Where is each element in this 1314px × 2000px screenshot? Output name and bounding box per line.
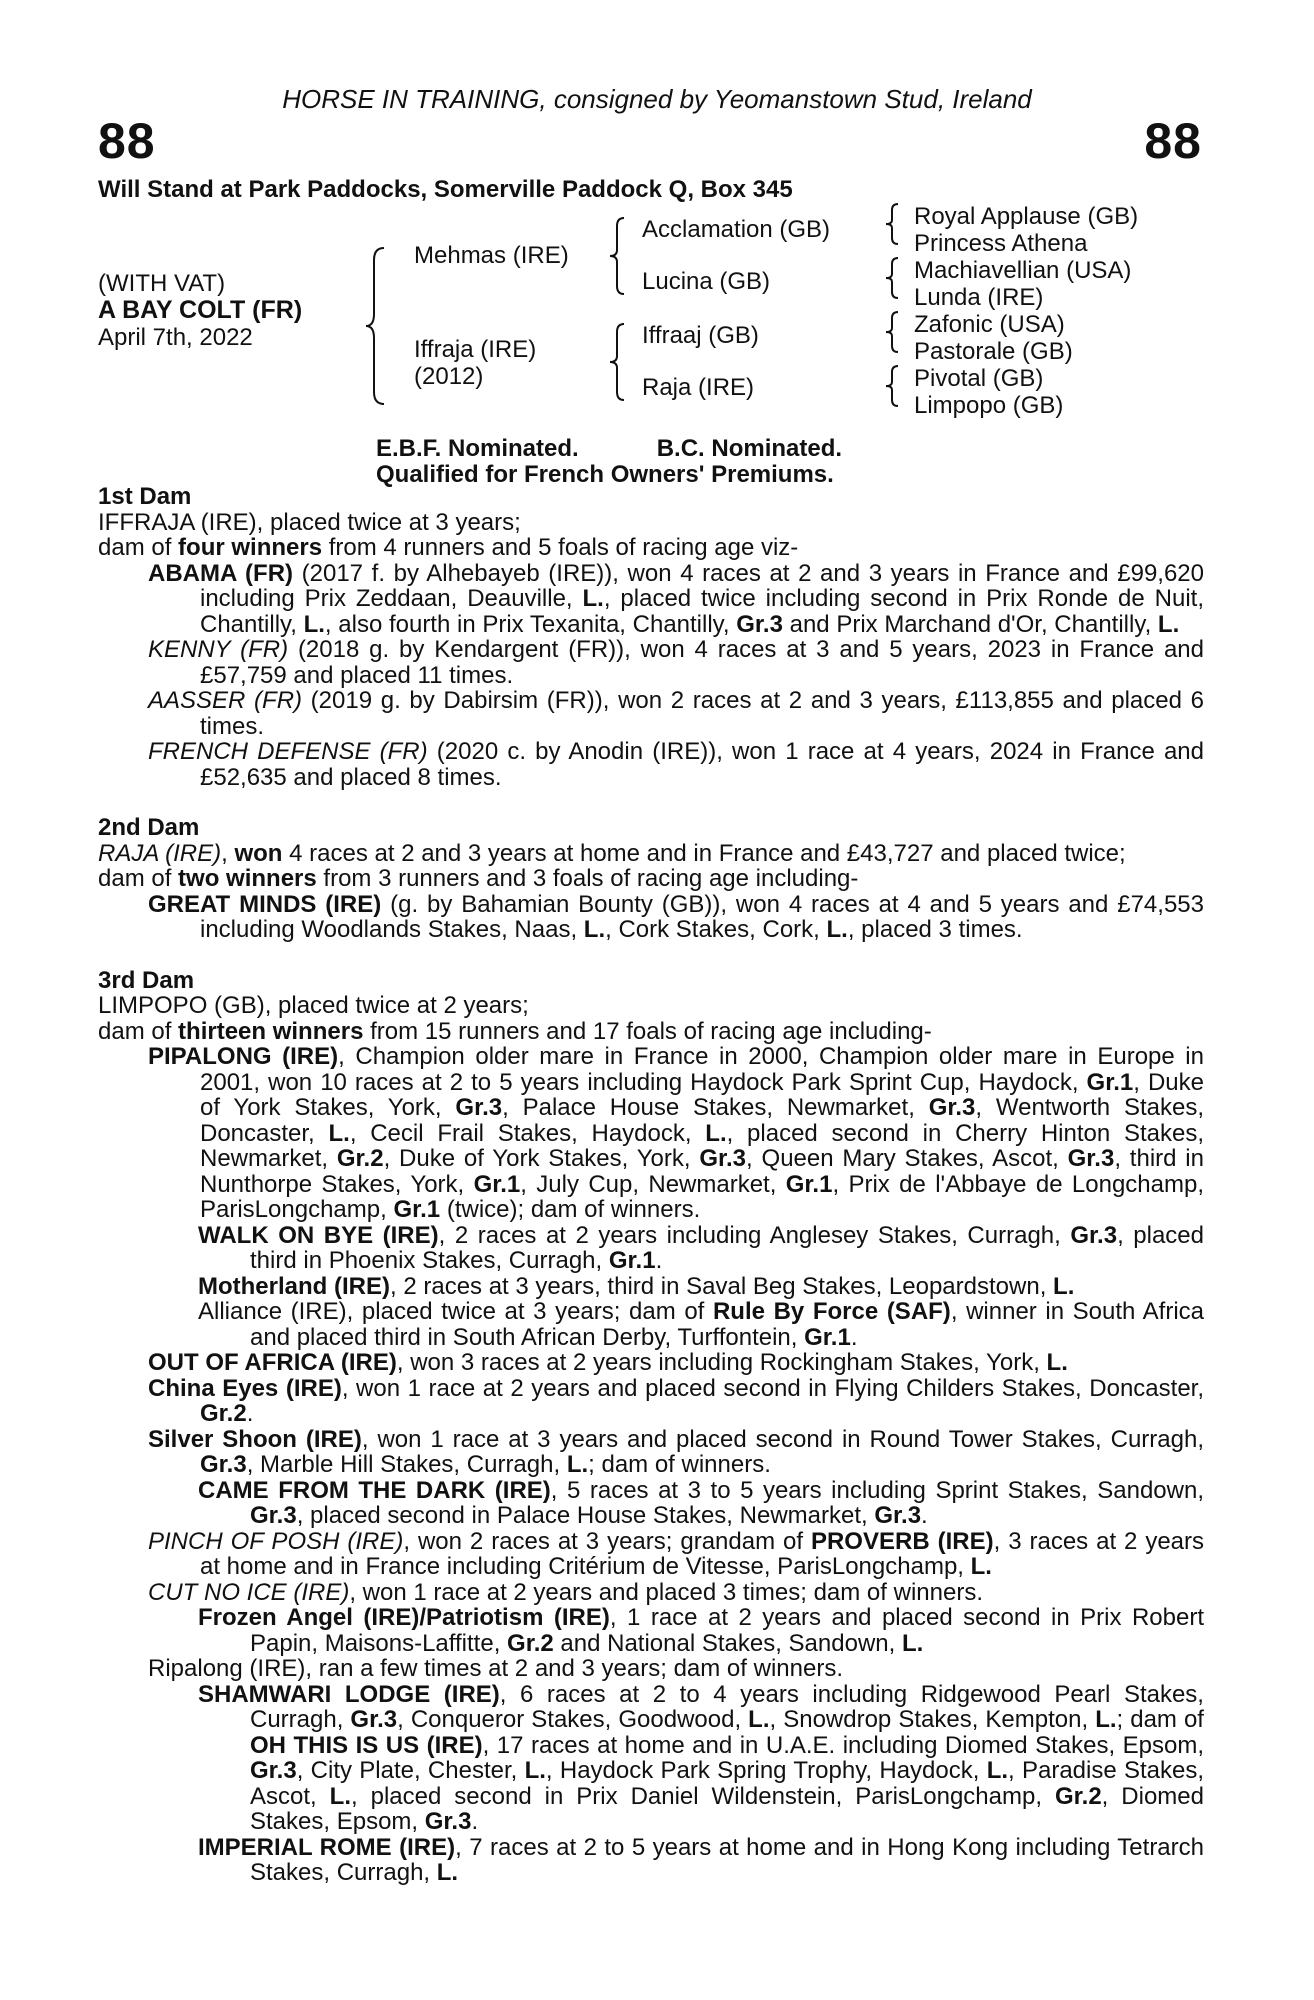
pedigree-brace-g3-4	[884, 364, 900, 408]
pedigree-brace-dam	[608, 322, 626, 402]
produce-entry-kenny: KENNY (FR) (2018 g. by Kendargent (FR)), won 4 races at 3 and 5 years, 2023 in France and £57,759 and placed 11 times.	[148, 636, 1204, 689]
pedigree-brace-g3-1	[884, 202, 900, 246]
produce-entry-shamwari-lodge: SHAMWARI LODGE (IRE), 6 races at 2 to 4 years including Ridgewood Pearl Stakes, Curragh, Gr.3, Conqueror Stakes, Goodwood, L., Snowdrop Stakes, Kempton, L.; dam of OH THIS IS US (IRE), 17 races at home and in U.A.E. including Diomed Stakes, Epsom, Gr.3, City Plate, Chester, L., Haydock Park Spring Trophy, Haydock, L., Paradise Stakes, Ascot, L., placed second in Prix Daniel Wildenstein, ParisLongchamp, Gr.2, Diomed Stakes, Epsom, Gr.3.	[198, 1680, 1205, 1835]
pedigree-g3-1: Royal Applause (GB)	[914, 203, 1139, 230]
nominations	[376, 436, 842, 488]
stand-location: Will Stand at Park Paddocks, Somerville Paddock Q, Box 345	[98, 176, 793, 203]
produce-entry-came-from-the-dark: CAME FROM THE DARK (IRE), 5 races at 3 to 5 years including Sprint Stakes, Sandown, Gr.3, placed second in Palace House Stakes, Newmarket, Gr.3.	[198, 1476, 1204, 1529]
lot-number-left: 88	[98, 113, 156, 169]
third-dam-intro: LIMPOPO (GB), placed twice at 2 years;	[98, 992, 529, 1019]
pedigree-dam-sire: Iffraaj (GB)	[642, 322, 759, 349]
produce-entry-alliance: Alliance (IRE), placed twice at 3 years; dam of Rule By Force (SAF), winner in South Africa and placed third in South African Derby, Turffontein, Gr.1.	[198, 1298, 1205, 1351]
pedigree-brace-g3-3	[884, 310, 900, 354]
produce-entry-walk-on-bye: WALK ON BYE (IRE), 2 races at 2 years including Anglesey Stakes, Curragh, Gr.3, placed third in Phoenix Stakes, Curragh, Gr.1.	[198, 1221, 1204, 1274]
pedigree-dam-year: (2012)	[414, 363, 484, 390]
bc-nominated: B.C. Nominated.	[656, 435, 843, 462]
third-dam-heading: 3rd Dam	[98, 966, 195, 994]
pedigree-g3-8: Limpopo (GB)	[914, 392, 1064, 419]
produce-entry-out-of-africa: OUT OF AFRICA (IRE), won 3 races at 2 years including Rockingham Stakes, York, L.	[148, 1349, 1068, 1376]
second-dam-produce-summary: dam of two winners from 3 runners and 3 foals of racing age including-	[98, 865, 859, 892]
produce-entry-french-defense: FRENCH DEFENSE (FR) (2020 c. by Anodin (IRE)), won 1 race at 4 years, 2024 in France and £52,635 and placed 8 times.	[148, 738, 1204, 791]
pedigree-g3-2: Princess Athena	[914, 230, 1088, 257]
produce-entry-china-eyes: China Eyes (IRE), won 1 race at 2 years and placed second in Flying Childers Stakes, Doncaster, Gr.2.	[148, 1374, 1204, 1427]
first-dam-heading: 1st Dam	[98, 483, 192, 510]
pedigree-g3-7: Pivotal (GB)	[914, 365, 1044, 392]
pedigree-g3-4: Lunda (IRE)	[914, 284, 1044, 311]
first-dam-intro: IFFRAJA (IRE), placed twice at 3 years;	[98, 508, 521, 536]
produce-entry-pipalong: PIPALONG (IRE), Champion older mare in France in 2000, Champion older mare in Europe in 2001, won 10 races at 2 to 5 years including Haydock Park Sprint Cup, Haydock, Gr.1, Duke of York Stakes, York, Gr.3, Palace House Stakes, Newmarket, Gr.3, Wentworth Stakes, Doncaster, L., Cecil Frail Stakes, Haydock, L., placed second in Cherry Hinton Stakes, Newmarket, Gr.2, Duke of York Stakes, York, Gr.3, Queen Mary Stakes, Ascot, Gr.3, third in Nunthorpe Stakes, York, Gr.1, July Cup, Newmarket, Gr.1, Prix de l'Abbaye de Longchamp, ParisLongchamp, Gr.1 (twice); dam of winners.	[148, 1043, 1205, 1223]
pedigree-brace-g3-2	[884, 256, 900, 300]
foaling-date: April 7th, 2022	[98, 324, 253, 351]
produce-entry-cut-no-ice: CUT NO ICE (IRE), won 1 race at 2 years and placed 3 times; dam of winners.	[148, 1578, 983, 1606]
french-premiums: Qualified for French Owners' Premiums.	[376, 461, 834, 488]
first-dam-produce-summary: dam of four winners from 4 runners and 5 foals of racing age viz-	[98, 534, 799, 561]
lot-number-right: 88	[1144, 113, 1202, 169]
pedigree-sire-sire: Acclamation (GB)	[642, 216, 831, 243]
second-dam-heading: 2nd Dam	[98, 814, 200, 841]
produce-entry-pinch-of-posh: PINCH OF POSH (IRE), won 2 races at 3 years; grandam of PROVERB (IRE), 3 races at 2 years at home and in France including Critérium de Vitesse, ParisLongchamp, L.	[148, 1527, 1205, 1580]
pedigree-g3-3: Machiavellian (USA)	[914, 257, 1132, 284]
pedigree-brace-sire	[608, 216, 626, 296]
produce-entry-motherland: Motherland (IRE), 2 races at 3 years, third in Saval Beg Stakes, Leopardstown, L.	[198, 1272, 1075, 1300]
produce-entry-aasser: AASSER (FR) (2019 g. by Dabirsim (FR)), won 2 races at 2 and 3 years, £113,855 and placed 6 times.	[148, 687, 1204, 740]
produce-entry-silver-shoon: Silver Shoon (IRE), won 1 race at 3 years and placed second in Round Tower Stakes, Curragh, Gr.3, Marble Hill Stakes, Curragh, L.; dam of winners.	[148, 1425, 1204, 1478]
dam-record	[98, 484, 1204, 1886]
vat-note: (WITH VAT)	[98, 270, 226, 297]
pedigree-dam: Iffraja (IRE)	[414, 336, 537, 363]
produce-entry-abama: ABAMA (FR) (2017 f. by Alhebayeb (IRE)), won 4 races at 2 and 3 years in France and £99,620 including Prix Zeddaan, Deauville, L., placed twice including second in Prix Ronde de Nuit, Chantilly, L., also fourth in Prix Texanita, Chantilly, Gr.3 and Prix Marchand d'Or, Chantilly, L.	[148, 559, 1205, 638]
pedigree-dam-dam: Raja (IRE)	[642, 374, 755, 401]
ebf-nominated: E.B.F. Nominated.	[376, 435, 579, 462]
horse-name: A BAY COLT (FR)	[98, 296, 303, 324]
produce-entry-frozen-angel: Frozen Angel (IRE)/Patriotism (IRE), 1 race at 2 years and placed second in Prix Robert Papin, Maisons-Laffitte, Gr.2 and National Stakes, Sandown, L.	[198, 1604, 1204, 1657]
pedigree-brace-gen1	[364, 246, 386, 406]
pedigree-sire-dam: Lucina (GB)	[642, 268, 771, 295]
pedigree-sire: Mehmas (IRE)	[414, 242, 569, 269]
consignment-line: HORSE IN TRAINING, consigned by Yeomanstown Stud, Ireland	[282, 84, 1032, 114]
second-dam-intro: RAJA (IRE), won 4 races at 2 and 3 years at home and in France and £43,727 and placed twice;	[98, 839, 1126, 867]
third-dam-produce-summary: dam of thirteen winners from 15 runners and 17 foals of racing age including-	[98, 1017, 932, 1045]
produce-entry-great-minds: GREAT MINDS (IRE) (g. by Bahamian Bounty (GB)), won 4 races at 4 and 5 years and £74,553 including Woodlands Stakes, Naas, L., Cork Stakes, Cork, L., placed 3 times.	[148, 890, 1204, 943]
produce-entry-ripalong: Ripalong (IRE), ran a few times at 2 and 3 years; dam of winners.	[148, 1655, 843, 1682]
pedigree-g3-5: Zafonic (USA)	[914, 311, 1065, 338]
pedigree-g3-6: Pastorale (GB)	[914, 338, 1073, 365]
produce-entry-imperial-rome: IMPERIAL ROME (IRE), 7 races at 2 to 5 years at home and in Hong Kong including Tetrarch Stakes, Curragh, L.	[198, 1833, 1204, 1886]
